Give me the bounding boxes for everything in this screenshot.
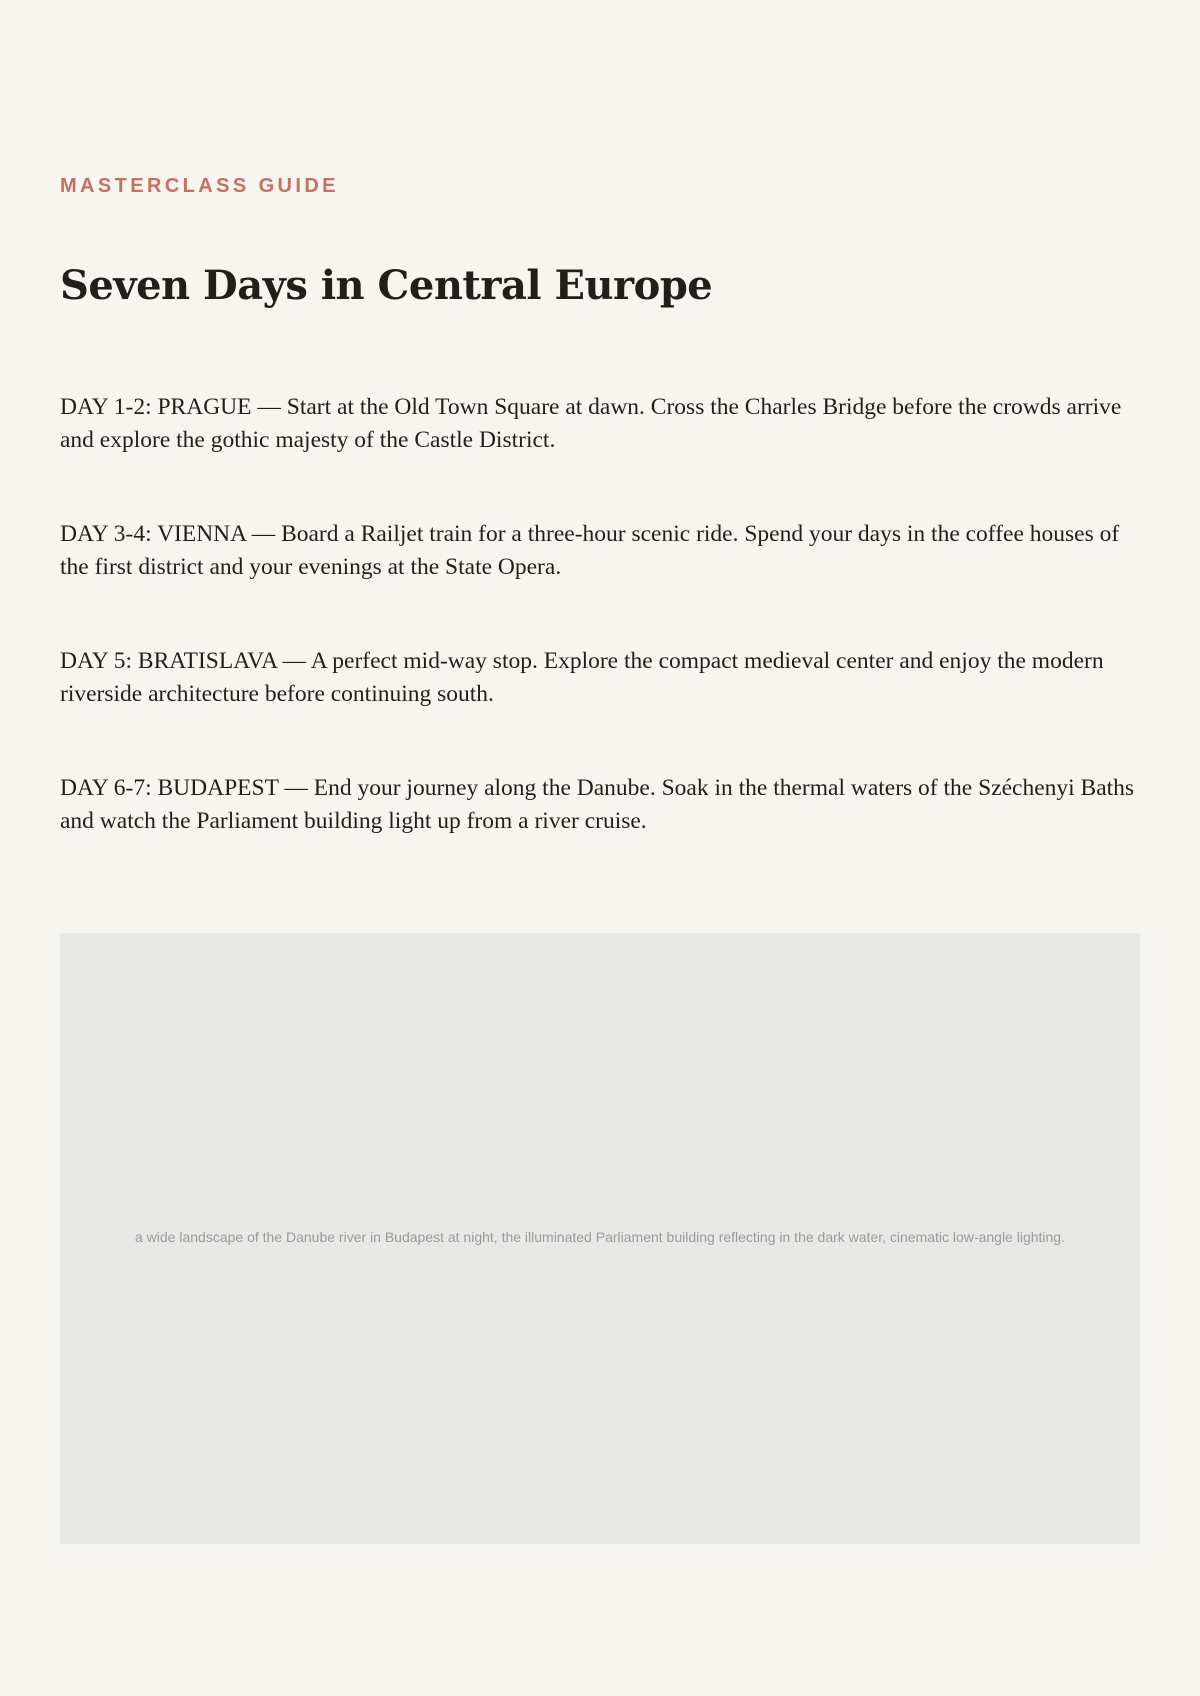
itinerary-day-bratislava: DAY 5: BRATISLAVA — A perfect mid-way stop. Explore the compact medieval center and enjoy the modern riverside architecture before continuing south. xyxy=(60,648,1104,707)
itinerary-day-prague: DAY 1-2: PRAGUE — Start at the Old Town Square at dawn. Cross the Charles Bridge before the crowds arrive and explore the gothic majesty of the Castle District. xyxy=(60,394,1122,453)
page-title: Seven Days in Central Europe xyxy=(60,262,713,309)
eyebrow-label: MASTERCLASS GUIDE xyxy=(60,175,339,197)
itinerary-day-vienna: DAY 3-4: VIENNA — Board a Railjet train for a three-hour scenic ride. Spend your days in the coffee houses of the first district and your evenings at the State Opera. xyxy=(60,521,1120,580)
itinerary-day-budapest: DAY 6-7: BUDAPEST — End your journey along the Danube. Soak in the thermal waters of the Széchenyi Baths and watch the Parliament building light up from a river cruise. xyxy=(60,775,1135,834)
image-placeholder-text: a wide landscape of the Danube river in Budapest at night, the illuminated Parliament building reflecting in the dark water, cinematic low-angle lighting. xyxy=(135,1228,1065,1245)
image-placeholder xyxy=(60,933,1140,1544)
